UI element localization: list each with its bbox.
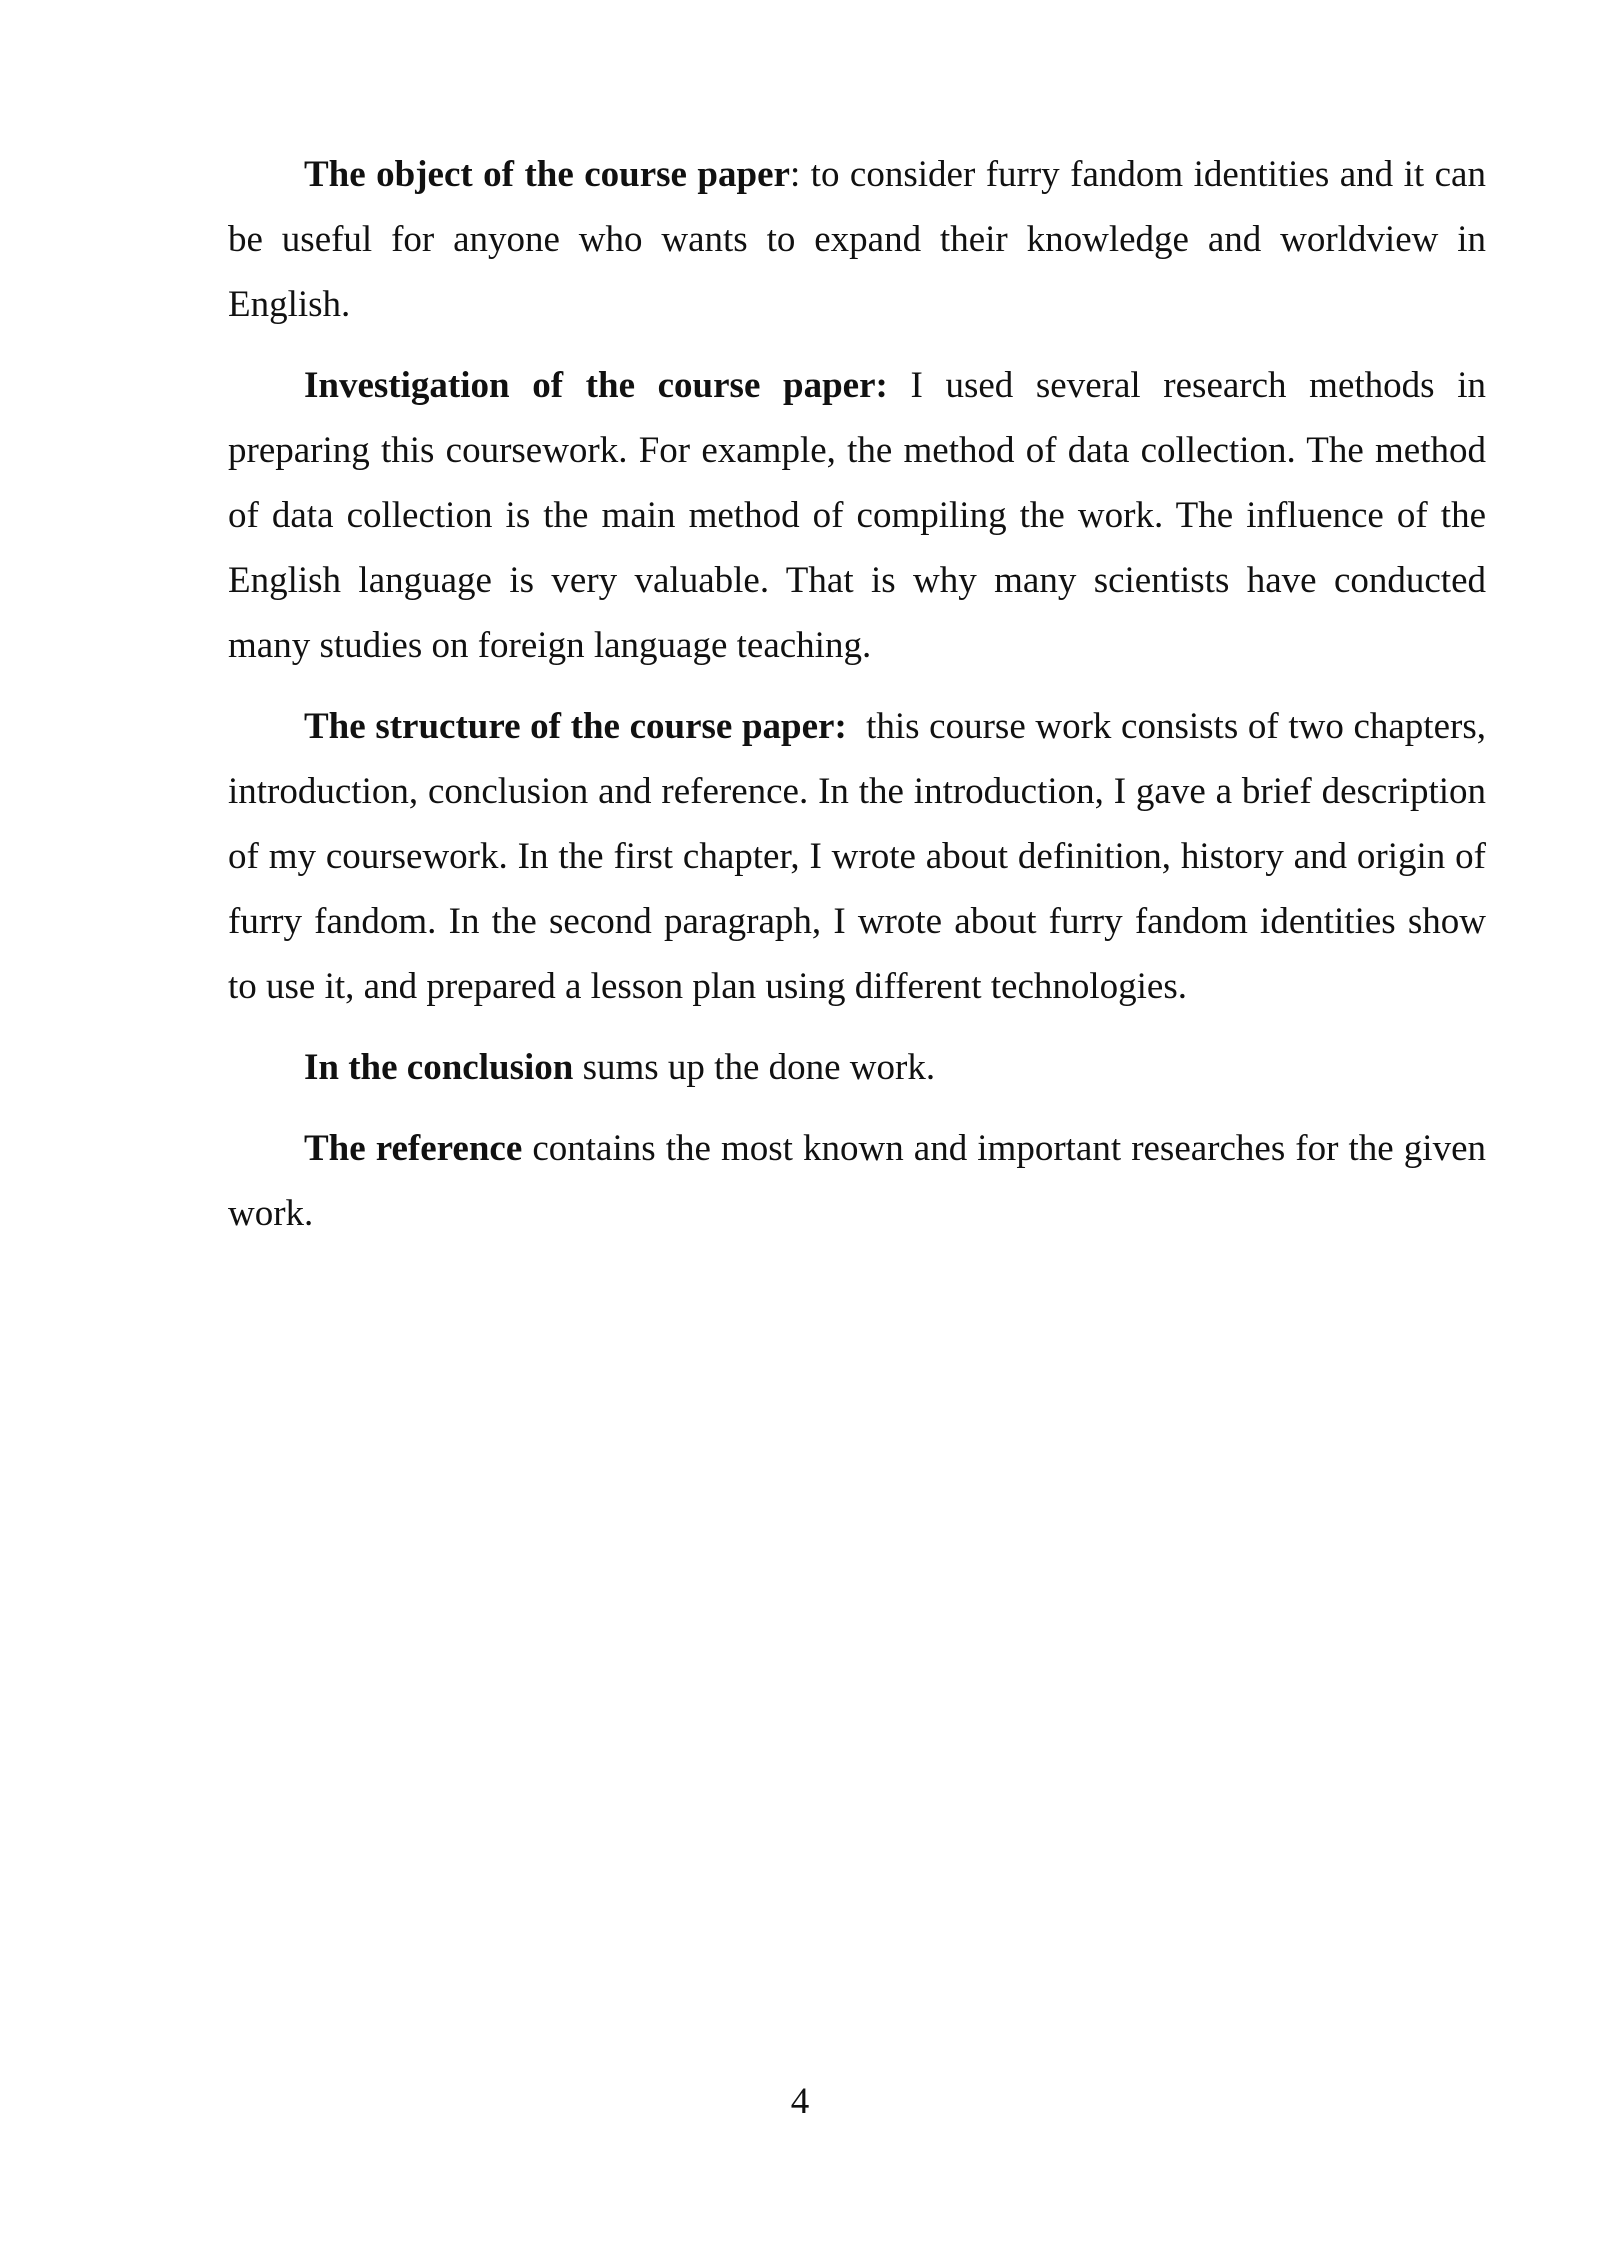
paragraph-heading: The reference: [304, 1128, 523, 1169]
paragraph-text: sums up the done work.: [573, 1047, 936, 1088]
paragraph-heading: The object of the course paper: [304, 154, 790, 195]
paragraph-text: : to consider furry fandom identities and it can be useful for anyone who wants to expand their knowledge and worldview in English.: [228, 154, 1486, 325]
paragraph-object: [228, 142, 1486, 337]
paragraph-text: this course work consists of two chapters, introduction, conclusion and reference. In the introduction, I gave a brief description of my coursework. In the first chapter, I wrote about definition, history and origin of furry fandom. In the second paragraph, I wrote about furry fandom identities show to use it, and prepared a lesson plan using different technologies.: [228, 706, 1496, 1007]
paragraph-heading: In the conclusion: [304, 1047, 574, 1088]
paragraph-investigation: [228, 353, 1486, 678]
paragraph-structure: [228, 694, 1496, 1019]
paragraph-heading: Investigation of the course paper:: [304, 365, 888, 406]
paragraph-text: I used several research methods in preparing this coursework. For example, the method of data collection. The method of data collection is the main method of compiling the work. The influence of the English language is very valuable. That is why many scientists have conducted many studies on foreign language teaching.: [228, 365, 1486, 666]
paragraph-reference: [228, 1116, 1486, 1246]
page-number: 4: [790, 2081, 810, 2122]
body-text: [228, 142, 1496, 1262]
paragraph-heading: The structure of the course paper:: [304, 706, 847, 747]
paragraph-text: contains the most known and important researches for the given work.: [228, 1128, 1486, 1234]
paragraph-conclusion: [228, 1035, 1486, 1100]
